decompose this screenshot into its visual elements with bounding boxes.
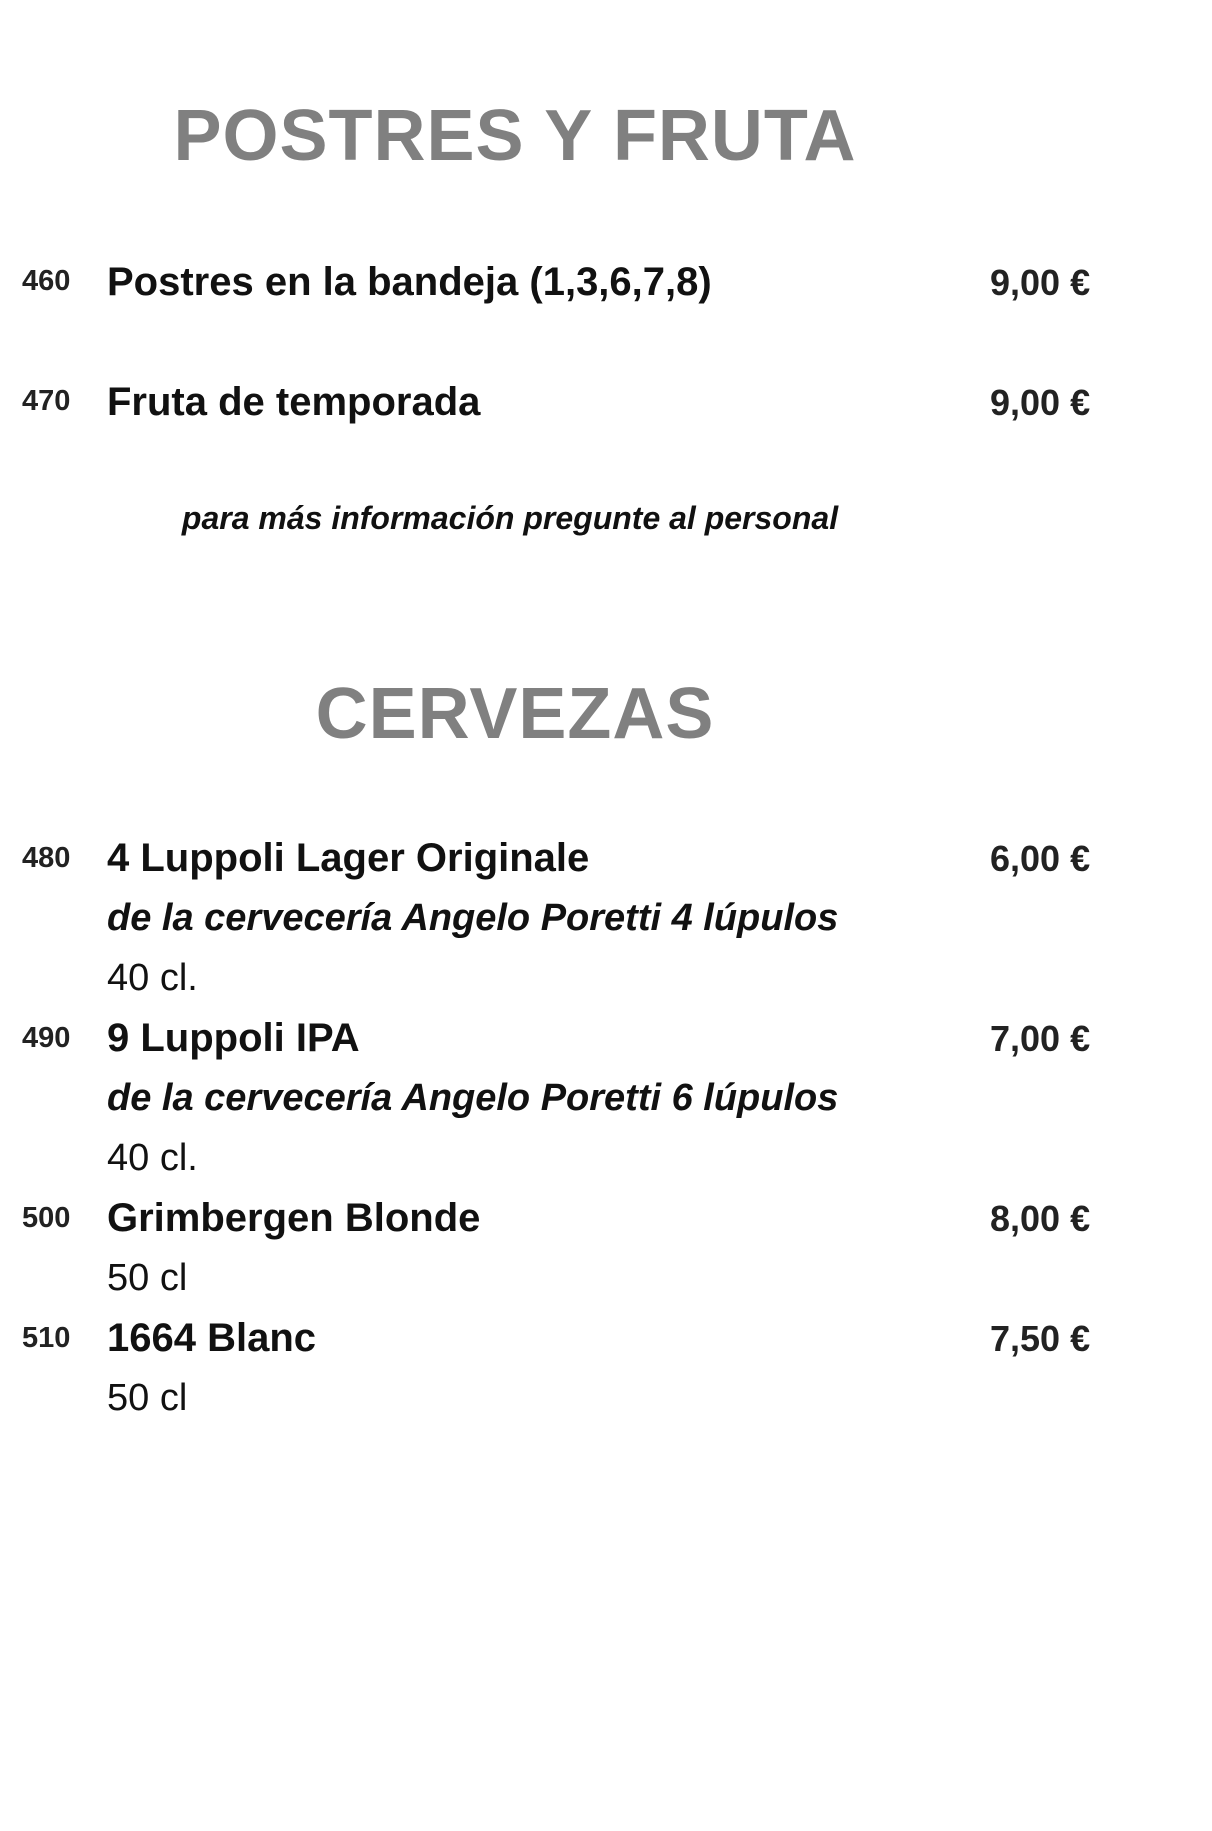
item-name: 9 Luppoli IPA [107, 1016, 360, 1060]
item-size: 50 cl [107, 1377, 188, 1419]
item-description: de la cervecería Angelo Poretti 4 lúpulos [107, 897, 839, 939]
item-name: Grimbergen Blonde [107, 1196, 481, 1240]
item-price: 7,50 € [990, 1318, 1091, 1359]
item-code: 460 [22, 265, 71, 297]
item-price: 9,00 € [990, 262, 1091, 303]
item-price: 8,00 € [990, 1198, 1091, 1239]
item-code: 500 [22, 1202, 71, 1234]
item-price: 6,00 € [990, 838, 1091, 879]
item-size: 40 cl. [107, 957, 198, 999]
item-price: 7,00 € [990, 1018, 1091, 1059]
section-title-postres: POSTRES Y FRUTA [173, 96, 857, 176]
item-name: Postres en la bandeja (1,3,6,7,8) [107, 260, 712, 304]
item-name: 1664 Blanc [107, 1316, 317, 1360]
item-code: 470 [22, 385, 71, 417]
item-name: Fruta de temporada [107, 380, 481, 424]
item-code: 490 [22, 1022, 71, 1054]
item-size: 50 cl [107, 1257, 188, 1299]
item-code: 480 [22, 842, 71, 874]
staff-info-note: para más información pregunte al personal [181, 500, 839, 536]
item-description: de la cervecería Angelo Poretti 6 lúpulos [107, 1077, 839, 1119]
section-title-cervezas: CERVEZAS [315, 674, 715, 754]
item-code: 510 [22, 1322, 71, 1354]
item-size: 40 cl. [107, 1137, 198, 1179]
item-price: 9,00 € [990, 382, 1091, 423]
item-name: 4 Luppoli Lager Originale [107, 836, 590, 880]
